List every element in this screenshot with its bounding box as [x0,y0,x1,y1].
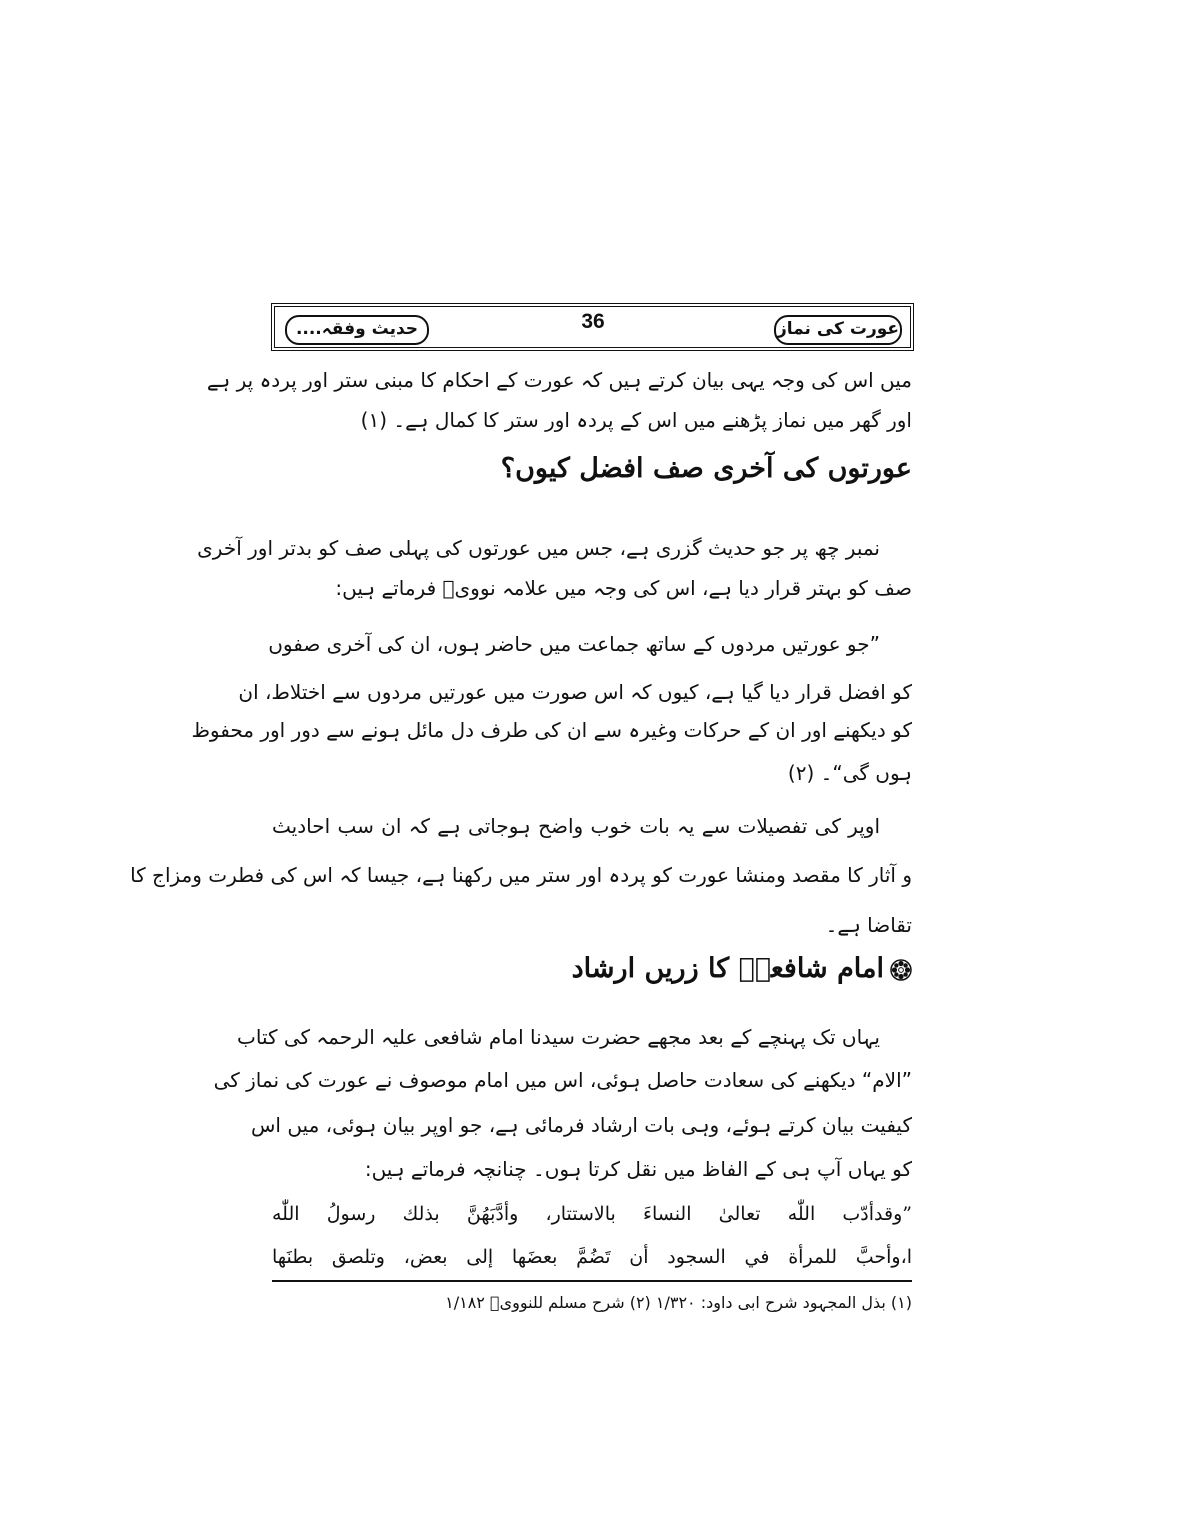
text-line: تقاضا ہے۔ [825,913,912,937]
page-header [271,303,914,351]
quote-line: کو افضل قرار دیا گیا ہے، کیوں کہ اس صورت میں عورتیں مردوں سے اختلاط، ان [238,680,912,704]
quote-line: ہوں گی“۔ (۲) [787,761,912,785]
text-line: ”الام“ دیکھنے کی سعادت حاصل ہوئی، اس میں امام موصوف نے عورت کی نماز کی [213,1068,912,1092]
quote-line: ”جو عورتیں مردوں کے ساتھ جماعت میں حاضر ہوں، ان کی آخری صفوں [268,632,880,656]
section-heading: عورتوں کی آخری صف افضل کیوں؟ [500,453,912,484]
text-line: کیفیت بیان کرتے ہوئے، وہی بات ارشاد فرمائی ہے، جو اوپر بیان ہوئی، میں اس [251,1113,912,1137]
footnote: (۱) بذل المجہود شرح ابی داود: ۱/۳۲۰ (۲) شرح مسلم للنوویؒ ۱/۱۸۲ [445,1293,912,1312]
text-line: صف کو بہتر قرار دیا ہے، اس کی وجہ میں علامہ نوویؒ فرماتے ہیں: [335,576,912,600]
flower-ornament-icon [890,959,912,981]
text-line: میں اس کی وجہ یہی بیان کرتے ہیں کہ عورت کے احکام کا مبنی ستر اور پردہ پر ہے [206,368,912,392]
text-line: نمبر چھ پر جو حدیث گزری ہے، جس میں عورتوں کی پہلی صف کو بدتر اور آخری [197,536,880,560]
section-title-badge: حدیث وفقہ.... [285,315,429,345]
text-line: اور گھر میں نماز پڑھنے میں اس کے پردہ اور ستر کا کمال ہے۔ (۱) [360,408,912,432]
footnote-divider [272,1280,912,1282]
quote-line: کو دیکھنے اور ان کے حرکات وغیرہ سے ان کی طرف دل مائل ہونے سے دور اور محفوظ [191,718,912,742]
page-number: 36 [581,310,605,333]
text-line: یہاں تک پہنچے کے بعد مجھے حضرت سیدنا امام شافعی علیہ الرحمہ کی کتاب [237,1025,880,1049]
section-heading [272,947,912,991]
book-title-badge: عورت کی نماز [774,315,902,345]
text-line: اوپر کی تفصیلات سے یہ بات خوب واضح ہوجاتی ہے کہ ان سب احادیث [272,814,880,838]
text-line: کو یہاں آپ ہی کے الفاظ میں نقل کرتا ہوں۔ چنانچہ فرماتے ہیں: [364,1157,912,1181]
arabic-quote-line: ”وقدأدّب اللّٰه تعالىٰ النساءَ بالاستتار، وأدَّبَهُنَّ بذلك رسولُ اللّٰه [272,1203,912,1225]
section-heading-text: امام شافعیؒ کا زریں ارشاد [571,953,884,984]
text-line: و آثار کا مقصد ومنشا عورت کو پردہ اور ستر میں رکھنا ہے، جیسا کہ اس کی فطرت ومزاج کا [130,863,912,887]
arabic-quote-line: ا،وأحبَّ للمرأة في السجود أن تَضُمَّ بعضَها إلى بعض، وتلصق بطنَها [272,1246,912,1268]
